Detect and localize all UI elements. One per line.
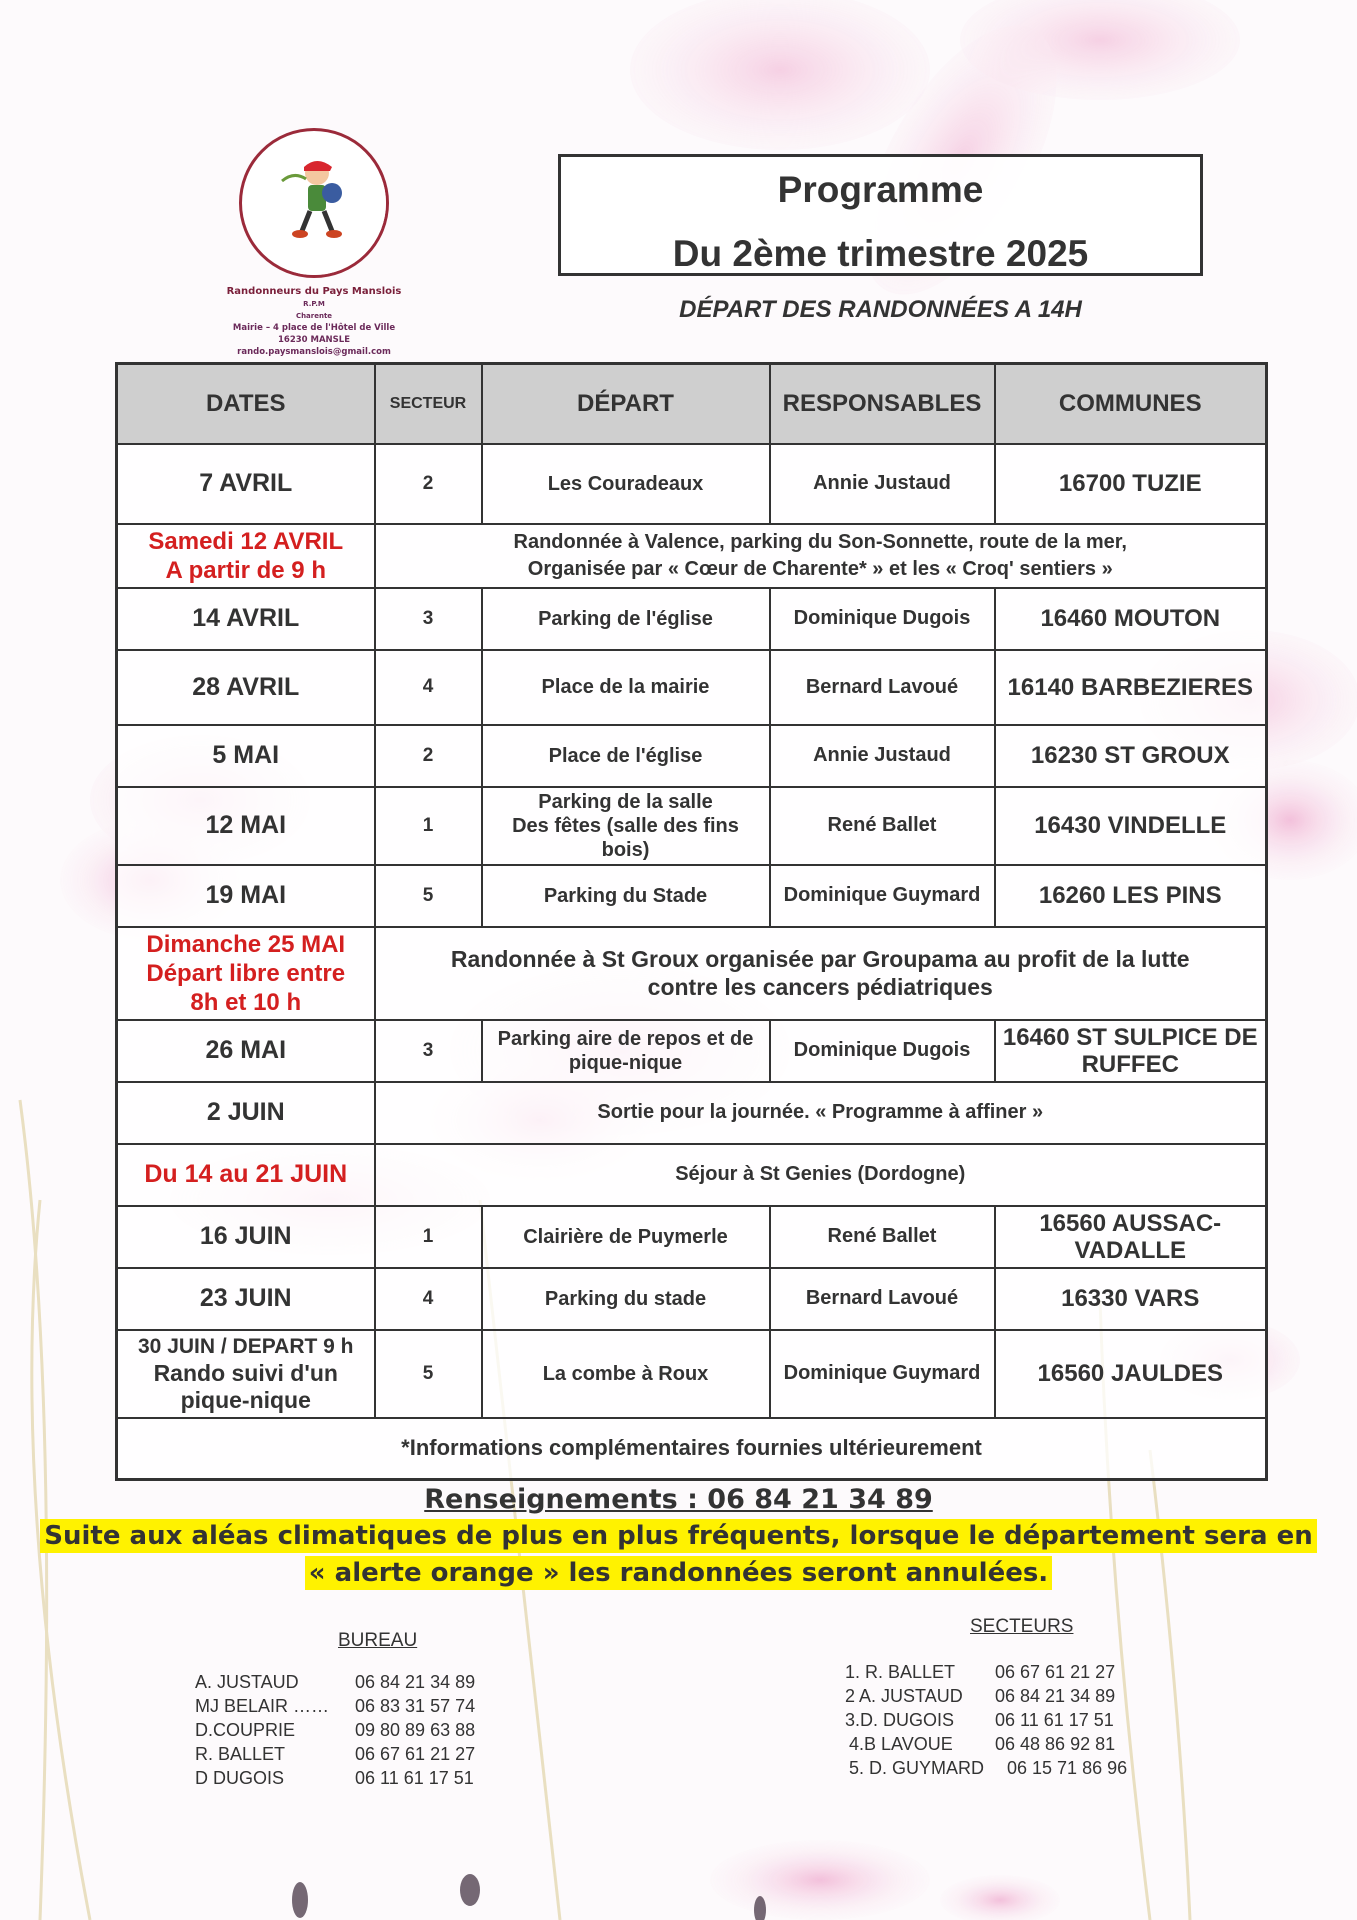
list-item (845, 1708, 1127, 1732)
table-row (117, 787, 1267, 865)
member-name: A. JUSTAUD (195, 1672, 299, 1692)
row-info-line: Randonnée à Valence, parking du Son-Sonnette, route de la mer, (513, 530, 1127, 553)
club-logo (214, 128, 414, 357)
member-name: 4.B LAVOUE (849, 1734, 953, 1754)
table-footnote-row (117, 1418, 1267, 1480)
row-commune: 16430 VINDELLE (995, 787, 1267, 865)
row-commune-line: VADALLE (1074, 1236, 1187, 1264)
table-row-special (117, 524, 1267, 588)
row-depart: Parking du stade (482, 1268, 770, 1330)
row-info-line: Organisée par « Cœur de Charente* » et les « Croq' sentiers » (527, 557, 1113, 580)
member-phone: 06 48 86 92 81 (995, 1734, 1116, 1754)
header-secteur: SECTEUR (375, 364, 482, 444)
alert-line: Suite aux aléas climatiques de plus en plus fréquents, lorsque le département sera en (40, 1519, 1316, 1553)
list-item (845, 1684, 1127, 1708)
row-secteur: 1 (375, 1206, 482, 1268)
row-date: 5 MAI (117, 725, 375, 787)
table-row (117, 588, 1267, 650)
bureau-title: BUREAU (338, 1630, 418, 1651)
list-item (845, 1732, 1127, 1756)
row-date: 7 AVRIL (117, 444, 375, 524)
member-name: 2 A. JUSTAUD (845, 1686, 963, 1706)
table-row (117, 1082, 1267, 1144)
row-responsable: Annie Justaud (770, 725, 995, 787)
row-info (375, 524, 1267, 588)
row-depart-line: Parking aire de repos et de (497, 1027, 754, 1050)
logo-arc-text: Randonneurs du Pays Manslois (226, 286, 402, 297)
row-date (117, 1330, 375, 1418)
row-secteur: 4 (375, 1268, 482, 1330)
row-date-line: Départ libre entre (146, 959, 346, 987)
logo-emblem (239, 128, 389, 278)
bureau-list (195, 1670, 475, 1790)
logo-postcode: 16230 MANSLE (277, 335, 351, 345)
row-date-line: A partir de 9 h (165, 556, 326, 584)
row-commune: 16560 JAULDES (995, 1330, 1267, 1418)
row-commune (995, 1020, 1267, 1082)
table-row (117, 725, 1267, 787)
list-item (195, 1718, 475, 1742)
row-commune: 16700 TUZIE (995, 444, 1267, 524)
row-commune: 16230 ST GROUX (995, 725, 1267, 787)
row-responsable: René Ballet (770, 787, 995, 865)
hiker-icon (242, 131, 389, 278)
row-date-special: Du 14 au 21 JUIN (117, 1144, 375, 1206)
list-item (195, 1694, 475, 1718)
row-depart (482, 1020, 770, 1082)
alert-line: « alerte orange » les randonnées seront annulées. (305, 1556, 1052, 1590)
table-row (117, 650, 1267, 725)
row-commune: 16260 LES PINS (995, 865, 1267, 927)
secteurs-title: SECTEURS (970, 1616, 1074, 1637)
row-responsable: Dominique Dugois (770, 1020, 995, 1082)
header-depart: DÉPART (482, 364, 770, 444)
row-secteur: 5 (375, 1330, 482, 1418)
member-phone: 06 11 61 17 51 (995, 1710, 1114, 1730)
row-depart-line: pique-nique (568, 1051, 683, 1074)
row-date-line: pique-nique (180, 1387, 311, 1413)
table-row (117, 865, 1267, 927)
member-phone: 06 84 21 34 89 (995, 1686, 1116, 1706)
row-info-line: contre les cancers pédiatriques (647, 974, 993, 1000)
table-row (117, 444, 1267, 524)
table-row-special (117, 927, 1267, 1020)
row-date-line: 30 JUIN / DEPART 9 h (138, 1335, 354, 1358)
logo-sub2: Charente (295, 312, 333, 320)
row-depart (482, 787, 770, 865)
header-communes: COMMUNES (995, 364, 1267, 444)
title-box (558, 154, 1203, 276)
row-responsable: Annie Justaud (770, 444, 995, 524)
list-item (195, 1670, 475, 1694)
row-date: 23 JUIN (117, 1268, 375, 1330)
member-name: 1. R. BALLET (845, 1662, 956, 1682)
list-item (195, 1742, 475, 1766)
row-date: 28 AVRIL (117, 650, 375, 725)
secteurs-list (845, 1660, 1127, 1780)
row-date-line: Rando suivi d'un (153, 1360, 338, 1386)
row-depart: Place de la mairie (482, 650, 770, 725)
member-name: R. BALLET (195, 1744, 286, 1764)
row-secteur: 1 (375, 787, 482, 865)
row-date-line: Samedi 12 AVRIL (148, 527, 344, 555)
row-date-line: Dimanche 25 MAI (146, 930, 346, 958)
row-commune: 16140 BARBEZIERES (995, 650, 1267, 725)
programme-table (115, 362, 1268, 1481)
logo-email: rando.paysmanslois@gmail.com (237, 347, 391, 357)
row-info-line: Randonnée à St Groux organisée par Groupama au profit de la lutte (450, 946, 1190, 972)
member-phone: 06 67 61 21 27 (995, 1662, 1116, 1682)
row-date: 12 MAI (117, 787, 375, 865)
row-commune-line: 16460 ST SULPICE DE (1002, 1023, 1258, 1051)
row-secteur: 3 (375, 588, 482, 650)
row-responsable: Bernard Lavoué (770, 650, 995, 725)
title-programme: Programme (777, 169, 984, 210)
member-phone: 06 67 61 21 27 (355, 1744, 476, 1764)
row-info: Séjour à St Genies (Dordogne) (375, 1144, 1267, 1206)
member-phone: 06 11 61 17 51 (355, 1768, 474, 1788)
table-row (117, 1206, 1267, 1268)
member-phone: 06 83 31 57 74 (355, 1696, 476, 1716)
row-info: Sortie pour la journée. « Programme à affiner » (375, 1082, 1267, 1144)
member-name: 5. D. GUYMARD (849, 1758, 985, 1778)
row-responsable: Bernard Lavoué (770, 1268, 995, 1330)
row-secteur: 5 (375, 865, 482, 927)
row-date: 19 MAI (117, 865, 375, 927)
list-item (845, 1660, 1127, 1684)
weather-alert-notice (0, 1518, 1357, 1592)
row-date: 2 JUIN (117, 1082, 375, 1144)
row-responsable: Dominique Guymard (770, 865, 995, 927)
table-row (117, 1268, 1267, 1330)
table-row (117, 1330, 1267, 1418)
row-secteur: 2 (375, 725, 482, 787)
member-name: 3.D. DUGOIS (845, 1710, 955, 1730)
row-depart: La combe à Roux (482, 1330, 770, 1418)
row-depart: Place de l'église (482, 725, 770, 787)
row-depart: Les Couradeaux (482, 444, 770, 524)
table-footnote: *Informations complémentaires fournies ultérieurement (117, 1418, 1267, 1480)
row-commune-line: RUFFEC (1081, 1050, 1179, 1078)
row-responsable: René Ballet (770, 1206, 995, 1268)
row-depart: Parking du Stade (482, 865, 770, 927)
row-depart: Parking de l'église (482, 588, 770, 650)
list-item (195, 1766, 475, 1790)
row-commune: 16460 MOUTON (995, 588, 1267, 650)
row-depart-line: bois) (601, 838, 650, 861)
row-depart-line: Des fêtes (salle des fins (512, 814, 739, 837)
member-name: MJ BELAIR …… (195, 1696, 330, 1716)
contact-phone: Renseignements : 06 84 21 34 89 (424, 1484, 933, 1515)
logo-sub1: R.P.M (303, 300, 325, 308)
logo-address: Mairie – 4 place de l'Hôtel de Ville (232, 323, 396, 333)
member-phone: 09 80 89 63 88 (355, 1720, 476, 1740)
row-date-special (117, 927, 375, 1020)
row-info (375, 927, 1267, 1020)
row-date: 16 JUIN (117, 1206, 375, 1268)
member-name: D DUGOIS (195, 1768, 285, 1788)
table-row (117, 1144, 1267, 1206)
row-depart: Clairière de Puymerle (482, 1206, 770, 1268)
row-commune (995, 1206, 1267, 1268)
member-phone: 06 84 21 34 89 (355, 1672, 476, 1692)
departure-time-notice: DÉPART DES RANDONNÉES A 14H (679, 296, 1082, 323)
row-responsable: Dominique Guymard (770, 1330, 995, 1418)
table-header-row (117, 364, 1267, 444)
member-phone: 06 15 71 86 96 (1007, 1758, 1128, 1778)
row-secteur: 2 (375, 444, 482, 524)
header-responsables: RESPONSABLES (770, 364, 995, 444)
row-date: 14 AVRIL (117, 588, 375, 650)
member-name: D.COUPRIE (195, 1720, 296, 1740)
row-depart-line: Parking de la salle (538, 790, 713, 813)
row-commune: 16330 VARS (995, 1268, 1267, 1330)
title-trimestre: Du 2ème trimestre 2025 (672, 233, 1089, 274)
header-dates: DATES (117, 364, 375, 444)
row-date-special (117, 524, 375, 588)
row-responsable: Dominique Dugois (770, 588, 995, 650)
list-item (845, 1756, 1127, 1780)
row-commune-line: 16560 AUSSAC- (1039, 1209, 1222, 1237)
row-secteur: 4 (375, 650, 482, 725)
row-date: 26 MAI (117, 1020, 375, 1082)
row-date-line: 8h et 10 h (190, 988, 302, 1016)
row-secteur: 3 (375, 1020, 482, 1082)
table-row (117, 1020, 1267, 1082)
